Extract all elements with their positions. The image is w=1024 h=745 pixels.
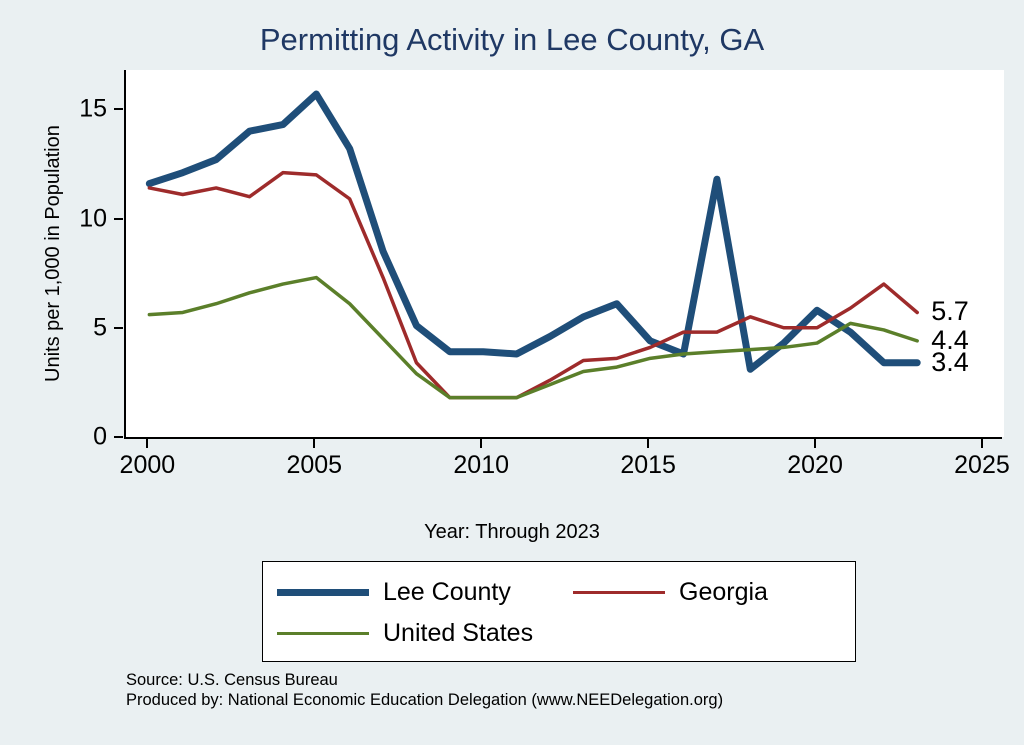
series-end-label: 3.4	[931, 346, 969, 377]
y-tick-mark	[114, 108, 123, 110]
legend-swatch	[277, 632, 369, 635]
y-tick-mark	[114, 436, 123, 438]
x-axis-label: Year: Through 2023	[424, 521, 600, 543]
x-tick-label: 2000	[119, 451, 176, 479]
legend-item	[573, 578, 768, 607]
x-tick-label: 2020	[787, 451, 843, 479]
y-tick-mark	[114, 327, 123, 329]
legend-item	[277, 619, 533, 648]
chart-title: Permitting Activity in Lee County, GA	[259, 22, 765, 57]
legend-label: United States	[383, 619, 534, 647]
x-tick-mark	[146, 439, 148, 448]
series-lines	[126, 70, 1004, 437]
x-tick-mark	[814, 439, 816, 448]
series-end-label: 5.7	[931, 296, 969, 327]
source-line-2: Produced by: National Economic Education Delegation (www.NEEDelegation.org)	[126, 691, 724, 709]
x-tick-label: 2010	[453, 451, 510, 479]
source-line-1: Source: U.S. Census Bureau	[126, 671, 338, 689]
legend-label: Lee County	[383, 578, 511, 606]
x-tick-label: 2005	[286, 451, 343, 479]
y-tick-label: 10	[79, 204, 107, 233]
y-tick-label: 5	[93, 313, 107, 342]
y-tick-mark	[114, 218, 123, 220]
x-tick-mark	[480, 439, 482, 448]
x-tick-label: 2015	[620, 451, 676, 479]
y-tick-label: 0	[93, 422, 107, 451]
legend-label: Georgia	[679, 578, 768, 606]
x-tick-mark	[981, 439, 983, 448]
y-axis-label: Units per 1,000 in Population	[42, 125, 64, 382]
source-note	[126, 670, 723, 710]
legend-swatch	[277, 589, 369, 596]
series-end-label: 4.4	[931, 324, 969, 355]
x-tick-mark	[647, 439, 649, 448]
legend-swatch	[573, 591, 665, 594]
x-tick-mark	[313, 439, 315, 448]
x-tick-label: 2025	[954, 451, 1010, 479]
x-axis-line	[124, 437, 1002, 439]
y-tick-label: 15	[79, 94, 107, 123]
legend-item	[277, 578, 511, 607]
plot-area	[124, 70, 1004, 437]
legend	[262, 561, 856, 662]
